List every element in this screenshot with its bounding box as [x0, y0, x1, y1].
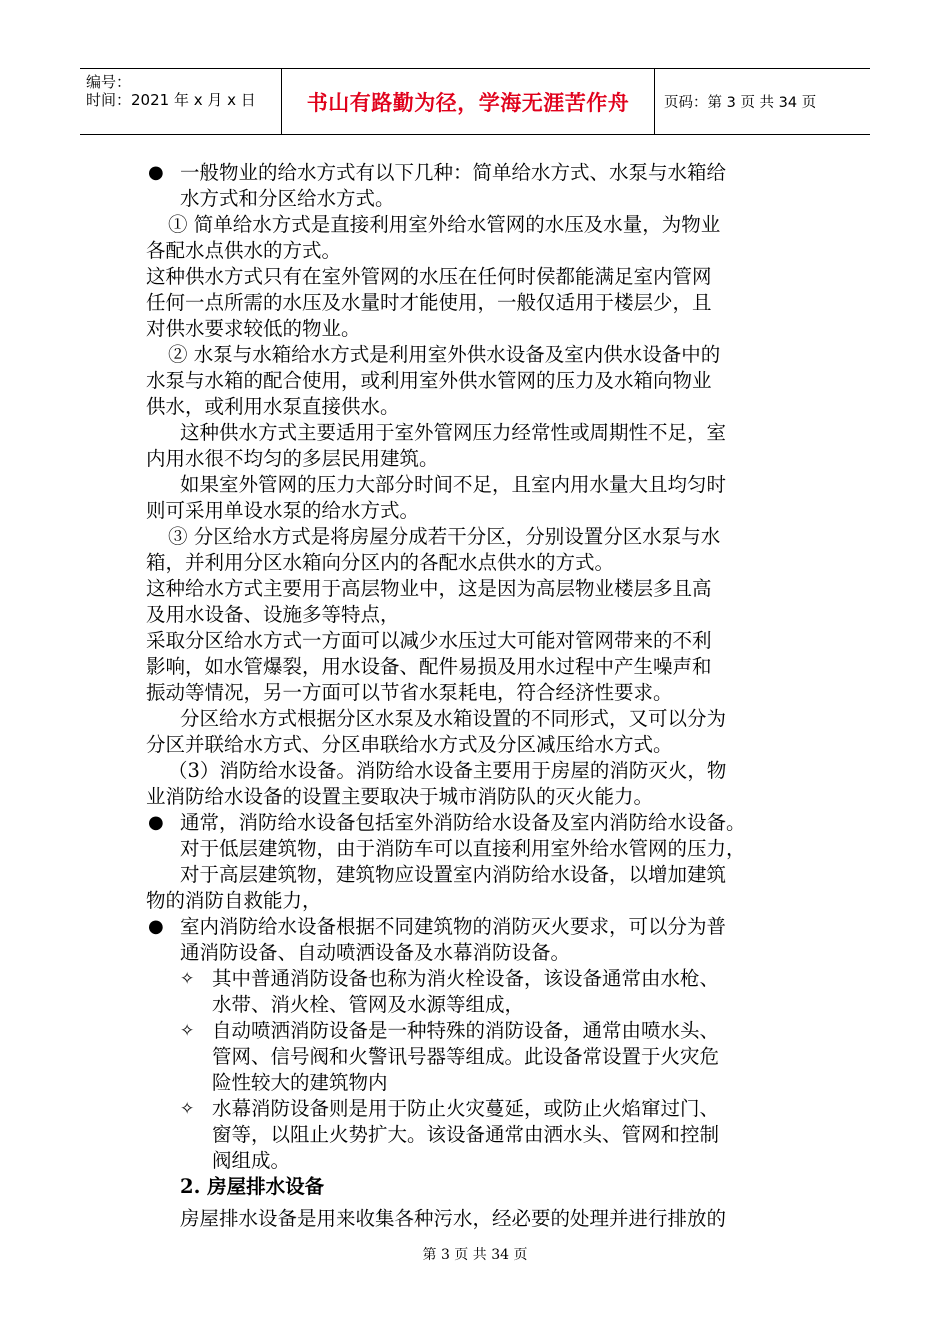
text-line: 任何一点所需的水压及水量时才能使用，一般仅适用于楼层少，且 [146, 291, 712, 314]
text-line: 采取分区给水方式一方面可以减少水压过大可能对管网带来的不利 [146, 629, 712, 652]
text-line: 分区给水方式根据分区水泵及水箱设置的不同形式，又可以分为 [180, 707, 727, 730]
text-line: 振动等情况，另一方面可以节省水泵耗电，符合经济性要求。 [146, 681, 673, 704]
text-line: 这种供水方式主要适用于室外管网压力经常性或周期性不足，室 [180, 421, 727, 444]
text-line: 室内消防给水设备根据不同建筑物的消防灭火要求，可以分为普 [180, 915, 727, 938]
text-line: ① 简单给水方式是直接利用室外给水管网的水压及水量，为物业 [168, 213, 721, 236]
text-line: 及用水设备、设施多等特点， [146, 603, 400, 626]
text-line: 阀组成。 [212, 1149, 291, 1172]
text-line: 对于高层建筑物，建筑物应设置室内消防给水设备，以增加建筑 [180, 863, 727, 886]
text-line: 自动喷洒消防设备是一种特殊的消防设备，通常由喷水头、 [212, 1019, 720, 1042]
text-line: 供水，或利用水泵直接供水。 [146, 395, 400, 418]
section-heading: 2. 房屋排水设备 [180, 1175, 325, 1198]
text-line: 对供水要求较低的物业。 [146, 317, 361, 340]
header-motto: 书山有路勤为径，学海无涯苦作舟 [306, 90, 630, 115]
text-line: 各配水点供水的方式。 [146, 239, 342, 262]
text-line: 通消防设备、自动喷洒设备及水幕消防设备。 [180, 941, 571, 964]
text-line: 业消防给水设备的设置主要取决于城市消防队的灭火能力。 [146, 785, 654, 808]
header-divider [654, 69, 655, 134]
text-line: 影响，如水管爆裂，用水设备、配件易损及用水过程中产生噪声和 [146, 655, 712, 678]
header-meta [80, 69, 281, 134]
page-header [80, 68, 870, 135]
text-line: 物的消防自救能力， [146, 889, 322, 912]
page-footer: 第 3 页 共 34 页 [422, 1247, 528, 1263]
text-line: 水带、消火栓、管网及水源等组成， [212, 993, 525, 1016]
text-line: 水泵与水箱的配合使用，或利用室外供水管网的压力及水箱向物业 [146, 369, 712, 392]
bullet-icon: ● [148, 812, 164, 833]
text-line: 一般物业的给水方式有以下几种：简单给水方式、水泵与水箱给 [180, 161, 727, 184]
doc-date-label: 时间：2021 年 x 月 x 日 [86, 91, 256, 109]
bullet-icon: ● [148, 162, 164, 183]
text-line: 这种供水方式只有在室外管网的水压在任何时侯都能满足室内管网 [146, 265, 712, 288]
diamond-bullet-icon: ✧ [180, 969, 195, 989]
text-line: ③ 分区给水方式是将房屋分成若干分区，分别设置分区水泵与水 [168, 525, 721, 548]
text-line: 房屋排水设备是用来收集各种污水，经必要的处理并进行排放的 [180, 1207, 727, 1230]
text-line: 险性较大的建筑物内 [212, 1071, 388, 1094]
text-line: 其中普通消防设备也称为消火栓设备，该设备通常由水枪、 [212, 967, 720, 990]
text-line: 则可采用单设水泵的给水方式。 [146, 499, 420, 522]
text-line: 管网、信号阀和火警讯号器等组成。此设备常设置于火灾危 [212, 1045, 720, 1068]
text-line: 水幕消防设备则是用于防止火灾蔓延，或防止火焰窜过门、 [212, 1097, 720, 1120]
doc-number-label: 编号： [86, 73, 132, 91]
text-line: 内用水很不均匀的多层民用建筑。 [146, 447, 439, 470]
text-line: 如果室外管网的压力大部分时间不足，且室内用水量大且均匀时 [180, 473, 727, 496]
bullet-icon: ● [148, 916, 164, 937]
diamond-bullet-icon: ✧ [180, 1099, 195, 1119]
diamond-bullet-icon: ✧ [180, 1021, 195, 1041]
text-line: 分区并联给水方式、分区串联给水方式及分区减压给水方式。 [146, 733, 673, 756]
text-line: （3）消防给水设备。消防给水设备主要用于房屋的消防灭火，物 [168, 759, 727, 782]
text-line: 箱，并利用分区水箱向分区内的各配水点供水的方式。 [146, 551, 615, 574]
text-line: ② 水泵与水箱给水方式是利用室外供水设备及室内供水设备中的 [168, 343, 721, 366]
text-line: 水方式和分区给水方式。 [180, 187, 395, 210]
text-line: 对于低层建筑物，由于消防车可以直接利用室外给水管网的压力， [180, 837, 746, 860]
text-line: 窗等，以阻止火势扩大。该设备通常由洒水头、管网和控制 [212, 1123, 720, 1146]
text-line: 通常，消防给水设备包括室外消防给水设备及室内消防给水设备。 [180, 811, 746, 834]
text-line: 这种给水方式主要用于高层物业中，这是因为高层物业楼层多且高 [146, 577, 712, 600]
header-page-info: 页码：第 3 页 共 34 页 [664, 95, 817, 111]
